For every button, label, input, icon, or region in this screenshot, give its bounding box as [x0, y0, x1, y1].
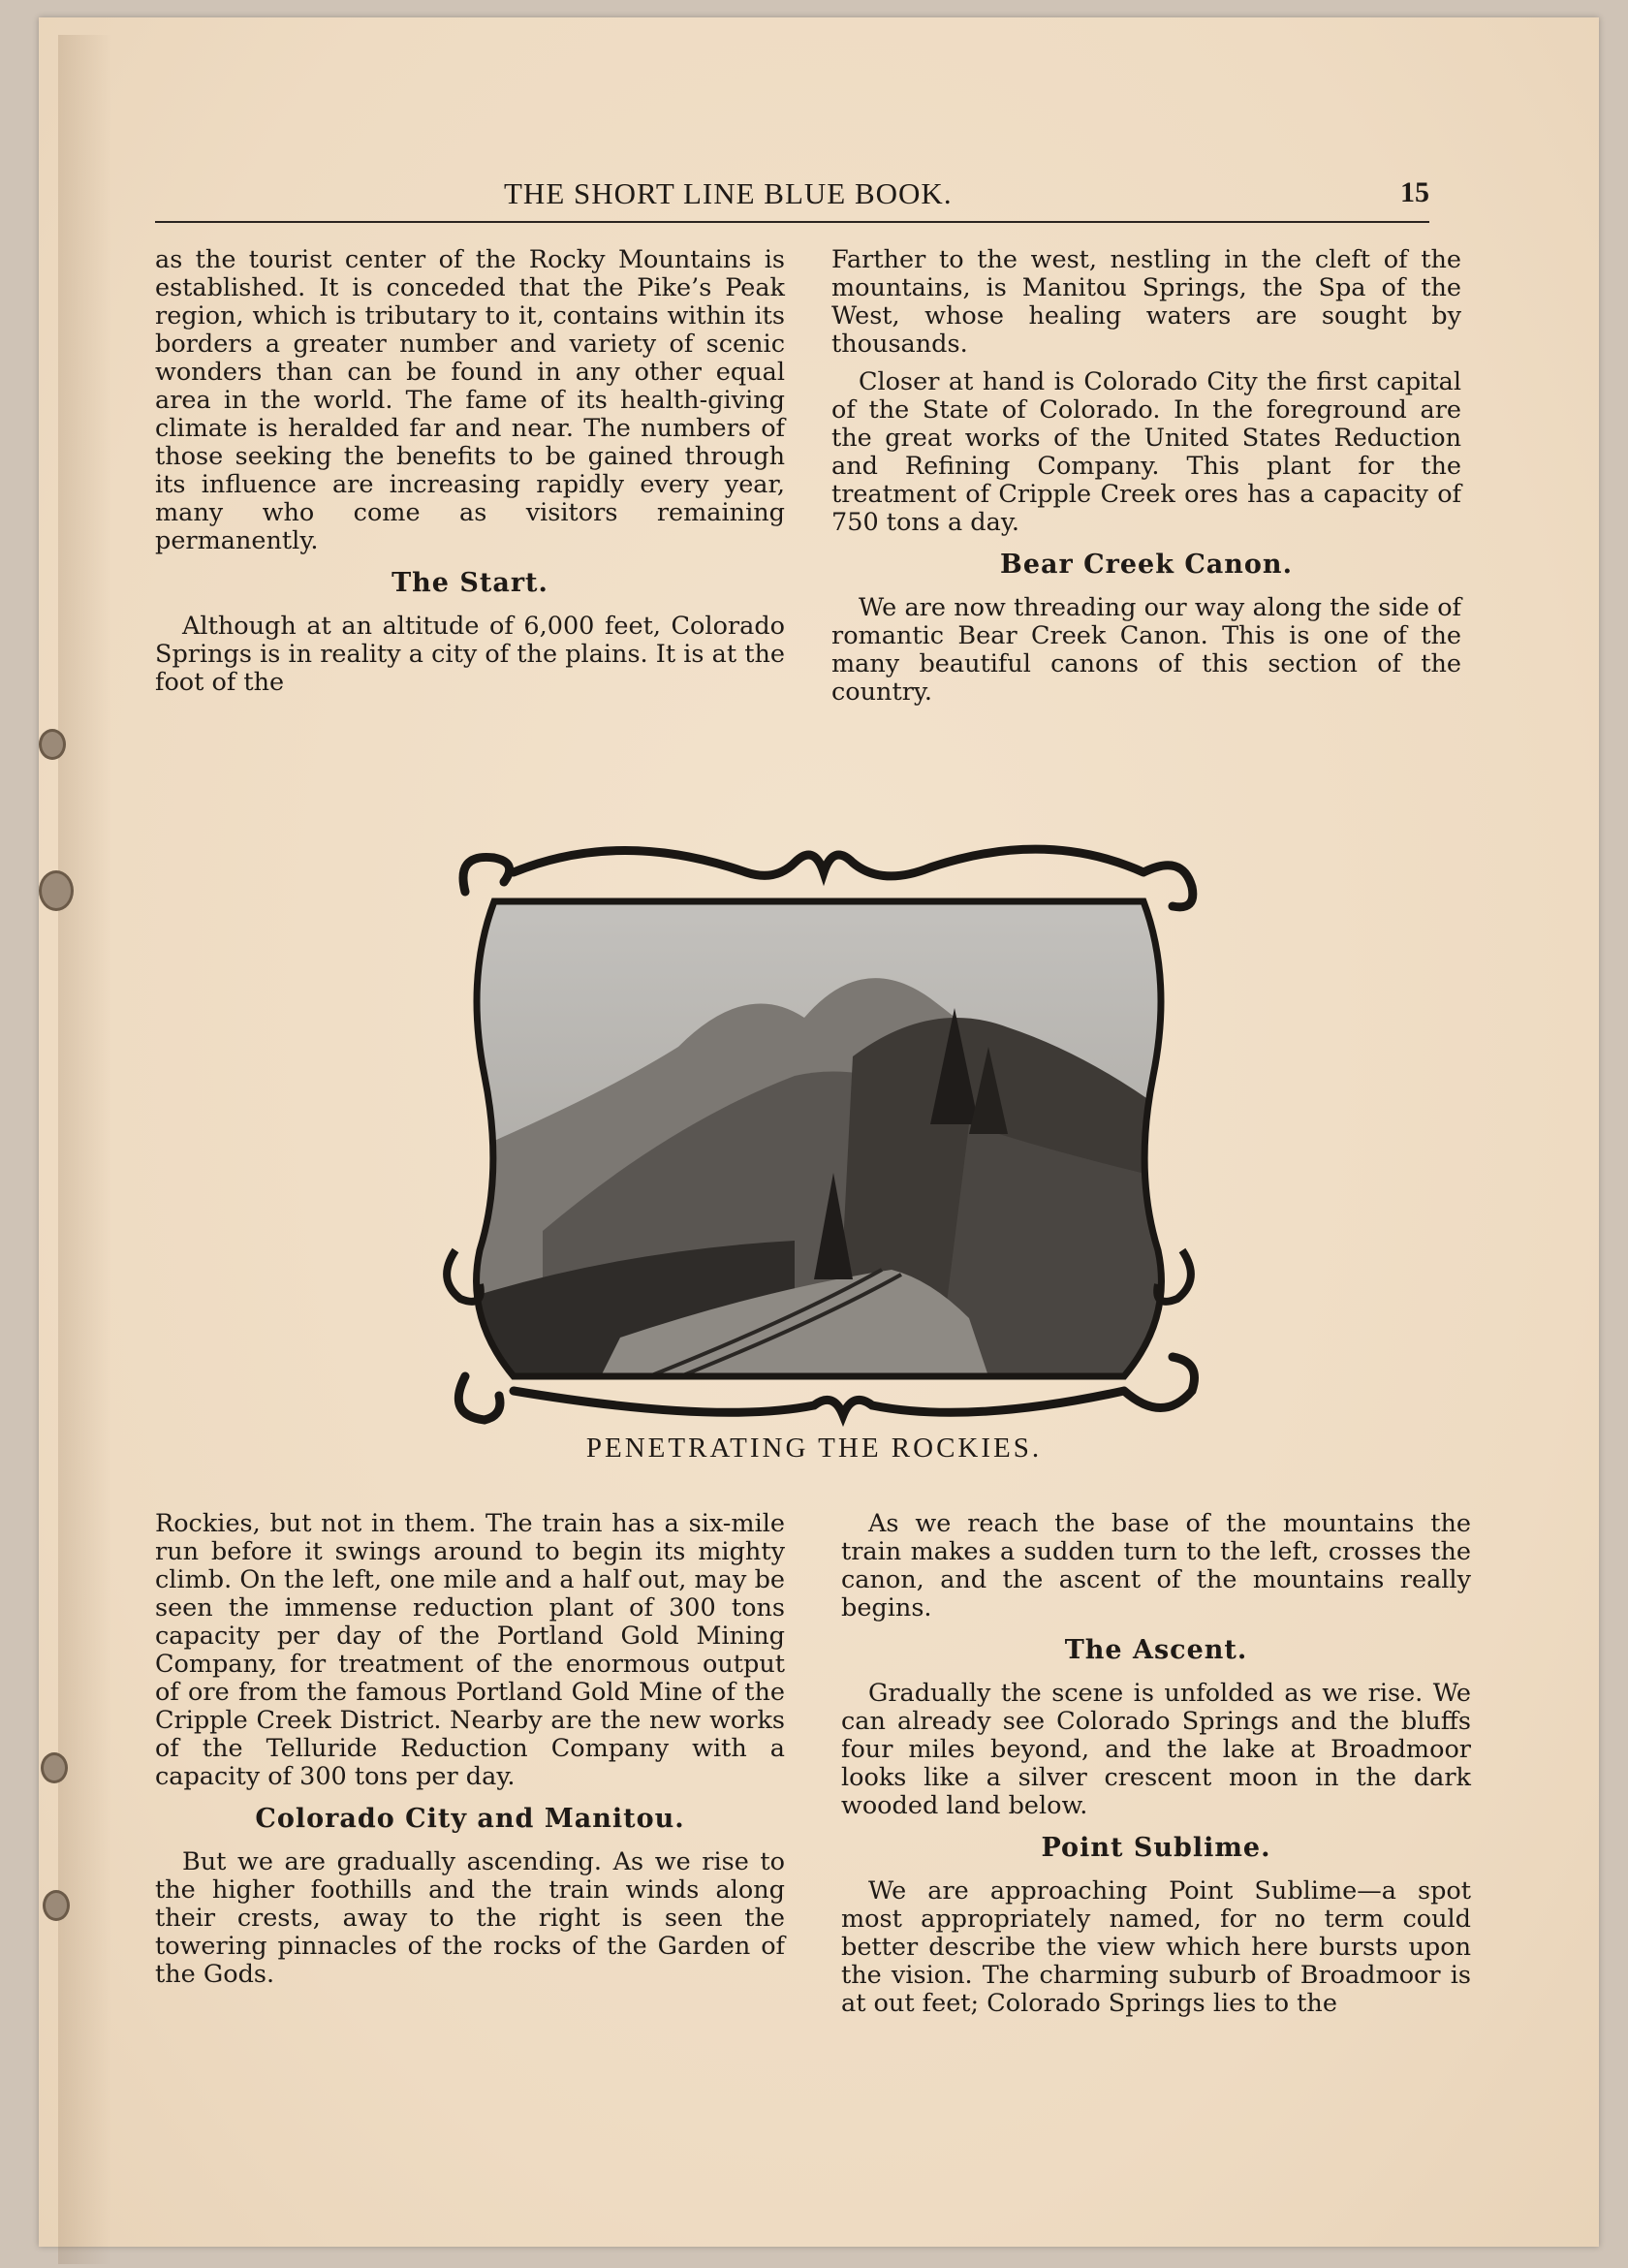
- paragraph: Farther to the west, nestling in the cleft of the mountains, is Manitou Springs, the Spa of the West, whose healing waters are sought by thousands.: [831, 245, 1461, 359]
- mountain-railroad-photo: [426, 834, 1211, 1434]
- paragraph: We are now threading our way along the side of romantic Bear Creek Canon. This is one of the many beautiful canons of this section of the country.: [831, 593, 1461, 707]
- text-column-top-left: [155, 246, 785, 707]
- paragraph: Rockies, but not in them. The train has a six-mile run before it swings around to begin its mighty climb. On the left, one mile and a half out, may be seen the immense reduction plant of 300 tons capacity per day of the Portland Gold Mining Company, for treatment of the enormous output of ore from the famous Portland Gold Mine of the Cripple Creek District. Nearby are the new works of the Telluride Reduction Company with a capacity of 300 tons per day.: [155, 1509, 785, 1791]
- figure-caption: PENETRATING THE ROCKIES.: [585, 1433, 1043, 1464]
- binding-hole: [41, 1752, 68, 1783]
- section-heading: Point Sublime.: [1041, 1833, 1271, 1863]
- binding-hole: [39, 729, 66, 760]
- binding-hole: [39, 870, 74, 911]
- paragraph: We are approaching Point Sublime—a spot most appropriately named, for no term could better describe the view which here bursts upon the vision. The charming suburb of Broadmoor is at out feet; Colorado Springs lies to the: [841, 1876, 1471, 2018]
- paragraph: as the tourist center of the Rocky Mountains is established. It is conceded that the Pike’s Peak region, which is tributary to it, contains within its borders a greater number and variety of scenic wonders than can be found in any other equal area in the world. The fame of its health-giving climate is heralded far and near. The numbers of those seeking the benefits to be gained through its influence are increasing rapidly every year, many who come as visitors remaining permanently.: [155, 245, 785, 555]
- section-heading: The Start.: [391, 568, 548, 598]
- photo-figure: [426, 834, 1211, 1434]
- binding-hole: [43, 1890, 70, 1921]
- paragraph: But we are gradually ascending. As we rise to the higher foothills and the train winds along their crests, away to the right is seen the towering pinnacles of the rocks of the Garden of the Gods.: [155, 1847, 785, 1989]
- text-column-top-right: [831, 246, 1461, 716]
- text-column-bottom-right: [841, 1510, 1471, 2028]
- page-header: [155, 173, 1429, 223]
- paragraph: Gradually the scene is unfolded as we rise. We can already see Colorado Springs and the bluffs four miles beyond, and the lake at Broadmoor looks like a silver crescent moon in the dark wooded land below.: [841, 1679, 1471, 1820]
- page-fold-shadow: [58, 35, 111, 2264]
- text-column-bottom-left: [155, 1510, 785, 1999]
- section-heading: Bear Creek Canon.: [1000, 550, 1293, 580]
- paragraph: Closer at hand is Colorado City the first capital of the State of Colorado. In the foreground are the great works of the United States Reduction and Refining Company. This plant for the treatment of Cripple Creek ores has a capacity of 750 tons a day.: [831, 367, 1461, 537]
- section-heading: Colorado City and Manitou.: [255, 1804, 685, 1834]
- paragraph: As we reach the base of the mountains the train makes a sudden turn to the left, crosses the canon, and the ascent of the mountains really begins.: [841, 1509, 1471, 1622]
- page-number: 15: [1400, 176, 1429, 208]
- running-title: THE SHORT LINE BLUE BOOK.: [504, 176, 953, 210]
- section-heading: The Ascent.: [1064, 1635, 1248, 1665]
- paragraph: Although at an altitude of 6,000 feet, Colorado Springs is in reality a city of the plains. It is at the foot of the: [155, 612, 785, 697]
